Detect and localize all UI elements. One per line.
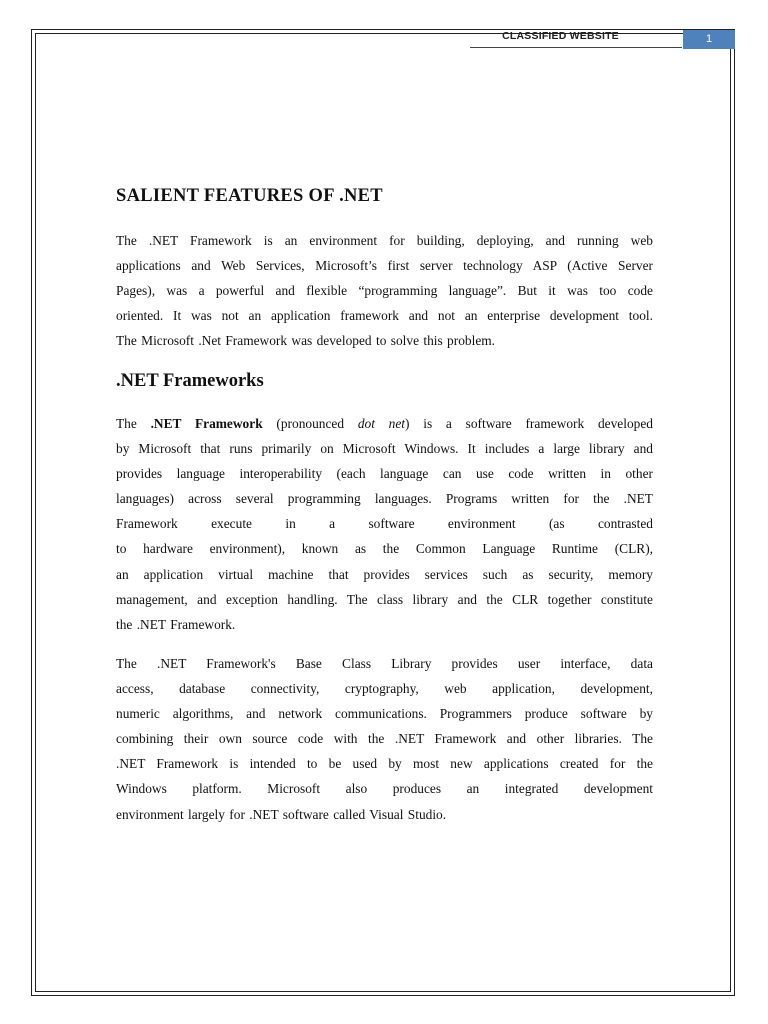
paragraph-line: numeric algorithms, and network communications. Programmers produce software by <box>116 706 653 722</box>
base-class-library-paragraph <box>116 651 653 827</box>
paragraph-line: applications and Web Services, Microsoft’s first server technology ASP (Active Server <box>116 258 653 274</box>
paragraph-line: access, database connectivity, cryptography, web application, development, <box>116 681 653 697</box>
paragraph-line: by Microsoft that runs primarily on Microsoft Windows. It includes a large library and <box>116 441 653 457</box>
running-header-title: CLASSIFIED WEBSITE <box>502 30 619 42</box>
paragraph-line: Windows platform. Microsoft also produces an integrated development <box>116 781 653 797</box>
subsection-title: .NET Frameworks <box>116 371 264 391</box>
paragraph-line: combining their own source code with the .NET Framework and other libraries. The <box>116 731 653 747</box>
framework-paragraph <box>116 411 653 637</box>
italic-term: dot net <box>357 416 406 431</box>
text-run: (pronounced <box>262 416 358 431</box>
header-rule <box>470 47 682 48</box>
section-title: SALIENT FEATURES OF .NET <box>116 186 383 206</box>
paragraph-line-first <box>116 411 653 436</box>
page-number-badge: 1 <box>683 30 735 49</box>
text-run: The <box>116 416 151 431</box>
paragraph-line: Framework execute in a software environment (as contrasted <box>116 516 653 532</box>
paragraph-line: The .NET Framework is an environment for building, deploying, and running web <box>116 233 653 248</box>
paragraph-line: provides language interoperability (each language can use code written in other <box>116 466 653 482</box>
intro-paragraph <box>116 228 653 353</box>
paragraph-line: The Microsoft .Net Framework was developed to solve this problem. <box>116 333 496 349</box>
bold-term: .NET Framework <box>150 416 263 431</box>
paragraph-line: oriented. It was not an application framework and not an enterprise development tool. <box>116 308 653 324</box>
paragraph-line: management, and exception handling. The class library and the CLR together constitute <box>116 591 653 607</box>
paragraph-line: to hardware environment), known as the Common Language Runtime (CLR), <box>116 541 653 557</box>
paragraph-line: .NET Framework is intended to be used by most new applications created for the <box>116 756 653 772</box>
text-run: ) is a software framework developed <box>405 416 653 431</box>
paragraph-line: environment largely for .NET software called Visual Studio. <box>116 806 447 822</box>
paragraph-line: The .NET Framework's Base Class Library provides user interface, data <box>116 656 653 671</box>
paragraph-line: an application virtual machine that provides services such as security, memory <box>116 566 653 582</box>
paragraph-line: the .NET Framework. <box>116 616 236 632</box>
paragraph-line: Pages), was a powerful and flexible “programming language”. But it was too code <box>116 283 653 299</box>
paragraph-line: languages) across several programming languages. Programs written for the .NET <box>116 491 653 507</box>
